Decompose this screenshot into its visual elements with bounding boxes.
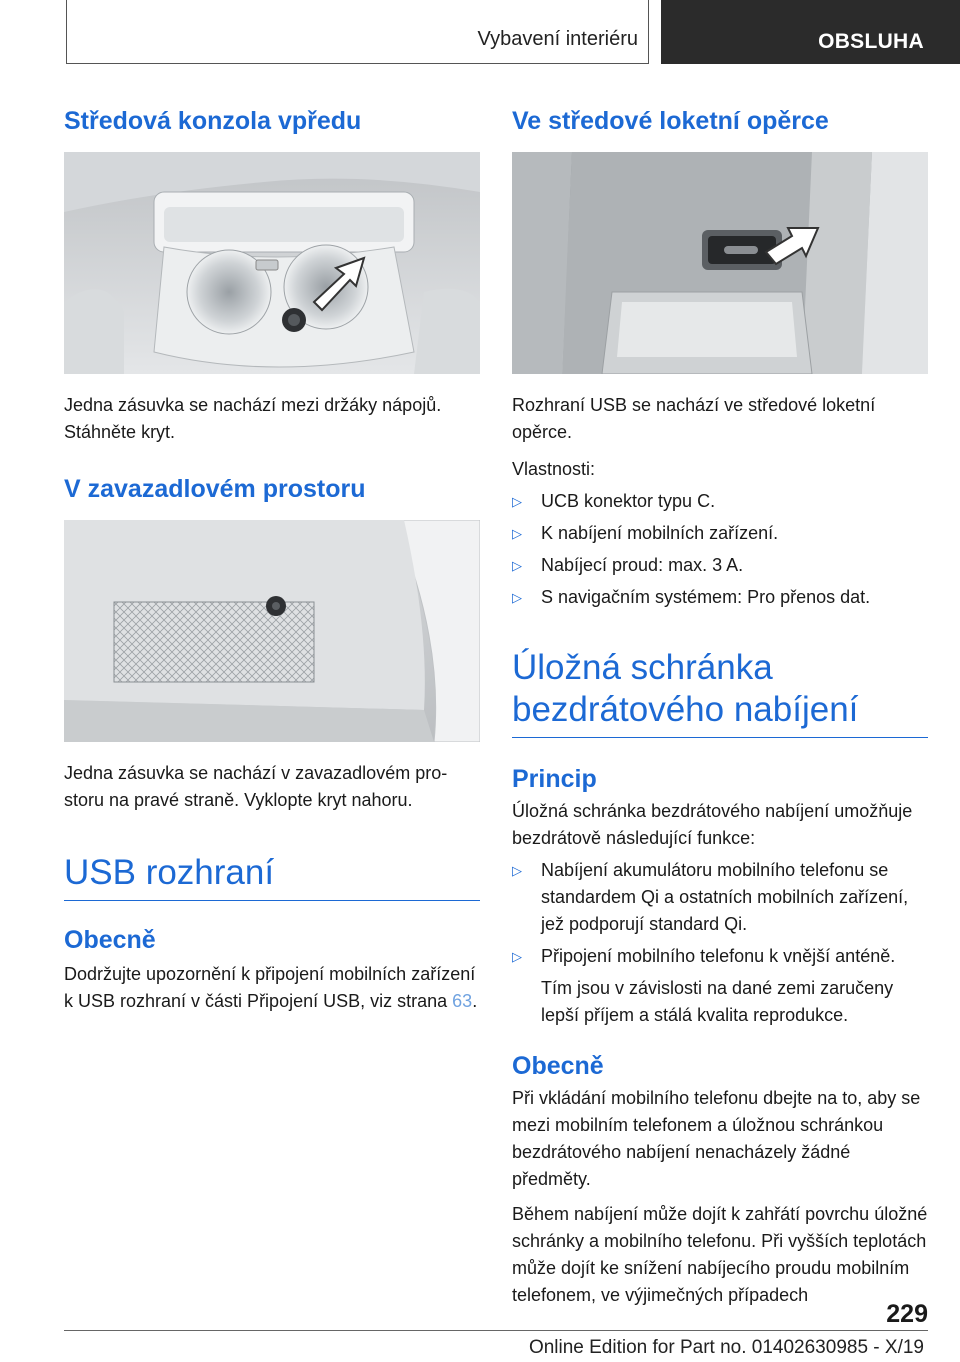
heading-wireless-tray: Úložná schránka bezdrátového nabíjení (512, 648, 859, 729)
triangle-bullet-icon: ▷ (512, 863, 522, 878)
text-usb-general-body: Dodržujte upozornění k připojení mobilních zařízení k USB rozhraní v části Připojení USB, viz strana (64, 964, 476, 1011)
text-properties-label: Vlastnosti: (512, 459, 596, 479)
text-principle: Úložná schránka bezdrátového nabíjení umožňuje bezdrátově následující funkce: (512, 801, 913, 848)
triangle-bullet-icon: ▷ (512, 494, 522, 509)
header-left-border (66, 0, 67, 64)
heading-wireless-rule (512, 737, 928, 738)
text-general-wireless-b: Během nabíjení může dojít k zahřátí povrchu úložné schránky a mobilního telefonu. Při vyšších teplotách může dojít ke snížení nabíjecího proudu mobilním telefonem, ve výjimečných případech (512, 1204, 928, 1305)
triangle-bullet-icon: ▷ (512, 526, 522, 541)
triangle-bullet-icon: ▷ (512, 949, 522, 964)
triangle-bullet-icon: ▷ (512, 558, 522, 573)
header-divider (648, 0, 649, 64)
text-usb-general-end: . (472, 991, 478, 1011)
header-section-title: Vybavení interiéru (477, 28, 638, 50)
header-chapter-label: OBSLUHA (818, 30, 924, 53)
list-item: ▷ Nabíjecí proud: max. 3 A. (512, 552, 928, 579)
list-item: ▷ UCB konektor typu C. (512, 488, 928, 515)
heading-usb-rule (64, 900, 480, 901)
triangle-bullet-icon: ▷ (512, 590, 522, 605)
header-underline (66, 63, 648, 64)
page-number: 229 (886, 1300, 928, 1328)
footer-edition: Online Edition for Part no. 01402630985 - X/19 (528, 1337, 924, 1358)
text-armrest: Rozhraní USB se nachází ve středové loketní opěrce. (512, 395, 876, 442)
footer-rule (64, 1330, 928, 1331)
text-general-wireless-a: Při vkládání mobilního telefonu dbejte na to, aby se mezi mobilním telefonem a úložnou schránkou bezdrátového nabíjení nenacházely žádné předměty. (512, 1088, 921, 1189)
heading-front-console: Středová konzola vpředu (64, 107, 362, 135)
text-trunk: Jedna zásuvka se nachází v zavazadlovém prostoru na pravé straně. Vyklopte kryt nahoru. (64, 763, 448, 810)
heading-armrest: Ve středové loketní opěrce (512, 107, 829, 135)
right-column (512, 100, 928, 1309)
list-item: ▷ Nabíjení akumulátoru mobilního telefonu se standardem Qi a ostatních mobilních zařízení, jež podporují standard Qi. (512, 857, 928, 938)
heading-principle: Princip (512, 765, 597, 793)
photo-front-console-cupholders (64, 152, 480, 374)
heading-trunk: V zavazadlovém prostoru (64, 475, 366, 503)
photo-trunk-socket (64, 520, 480, 742)
left-column (64, 100, 480, 1015)
photo-armrest-usb (512, 152, 928, 374)
list-item: ▷ Připojení mobilního telefonu k vnější anténě. (512, 943, 928, 970)
heading-usb-general: Obecně (64, 926, 156, 954)
text-principle-sub: Tím jsou v závislosti na dané zemi zaručeny lepší příjem a stálá kvalita reprodukce. (541, 978, 894, 1025)
heading-usb: USB rozhraní (64, 853, 275, 892)
list-item: ▷ S navigačním systémem: Pro přenos dat. (512, 584, 928, 611)
page-link-63[interactable]: 63 (452, 991, 473, 1011)
heading-general-wireless: Obecně (512, 1052, 604, 1080)
properties-list (512, 488, 928, 611)
text-usb-general (64, 961, 480, 1015)
principle-list (512, 857, 928, 970)
text-front-console: Jedna zásuvka se nachází mezi držáky nápojů. Stáhněte kryt. (64, 395, 442, 442)
header-chapter-tab (661, 0, 960, 64)
list-item: ▷ K nabíjení mobilních zařízení. (512, 520, 928, 547)
